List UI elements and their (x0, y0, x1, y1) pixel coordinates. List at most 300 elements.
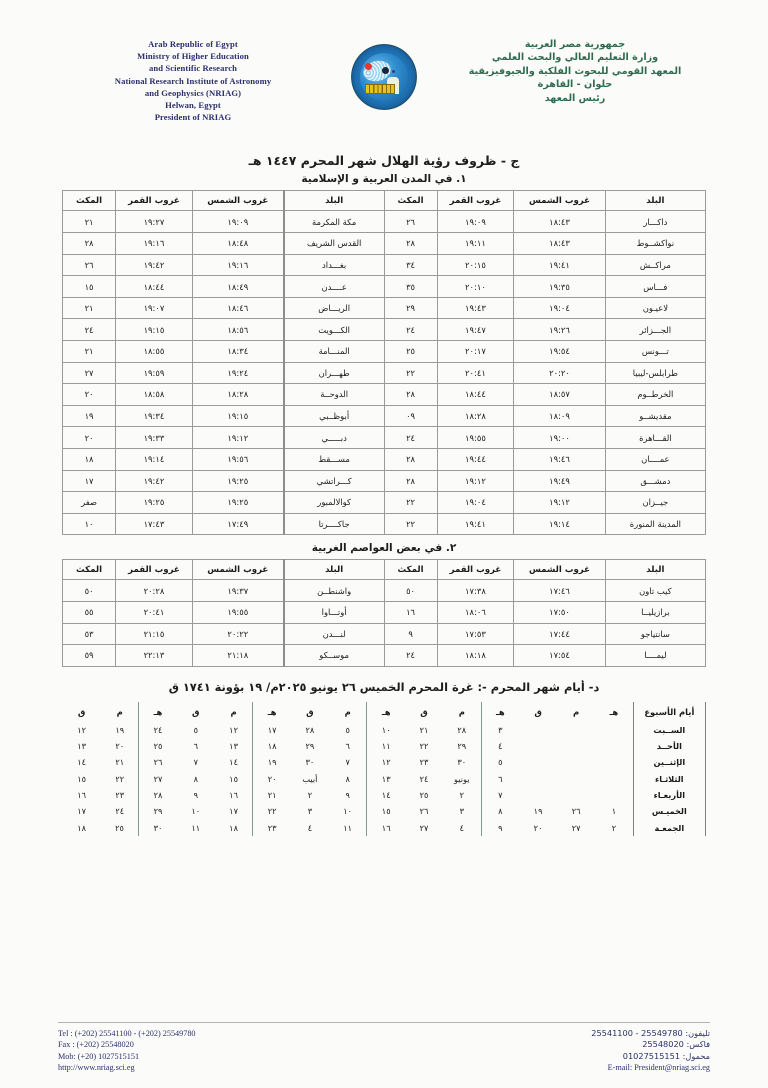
footer-fax-ar: فاكس: 25548020 (642, 1039, 710, 1050)
cell-sunset: ١٩:٠٠ (514, 427, 605, 449)
calendar-cell (595, 754, 633, 770)
calendar-cell: ٢٥ (115, 822, 124, 833)
table-row (63, 601, 706, 623)
cell-stay: ٢٢ (384, 362, 437, 384)
calendar-cell: ٦ (193, 741, 198, 752)
table-row (63, 211, 706, 233)
footer-tel-ar: تليفون: 25549780 - 25541100 (591, 1027, 710, 1038)
cell-stay: ٥٣ (63, 623, 116, 645)
nriag-logo-icon (351, 44, 417, 110)
calendar-cell: ٢٤ (419, 773, 429, 784)
header-en-line: National Research Institute of Astronomy (114, 75, 272, 86)
cell-city: مراكــش (605, 254, 705, 276)
calendar-cell: ١٥ (229, 773, 238, 784)
calendar-cell: ٨ (481, 803, 519, 819)
cell-city: الخرطــوم (605, 384, 705, 406)
cell-moonset: ١٧:٣٨ (437, 580, 514, 602)
cell-sunset: ١٩:٥٤ (514, 340, 605, 362)
calendar-cell: ٩ (345, 790, 350, 801)
calendar-cell: ٢٤ (139, 722, 177, 738)
cell-stay: ٠٩ (384, 405, 437, 427)
cell-moonset: ١٨:٤٤ (437, 384, 514, 406)
calendar-row (63, 803, 706, 819)
calendar-cell: ٢٩ (139, 803, 177, 819)
calendar-head (63, 702, 706, 722)
cell-city: أبوظــبي (284, 405, 384, 427)
calendar-cell: ١١ (191, 822, 201, 833)
cell-stay: ٢٩ (384, 297, 437, 319)
cell-moonset: ١٨:٥٨ (116, 384, 193, 406)
cell-moonset: ١٩:٥٩ (116, 362, 193, 384)
calendar-cell: ١٣ (77, 741, 86, 752)
cell-city: جاكــــرتا (284, 513, 384, 535)
calendar-wrapper (0, 702, 768, 836)
calendar-cell: ١٧ (77, 806, 86, 817)
calendar-weekday-label: الأربعـاء (633, 787, 705, 803)
calendar-cell: ٨ (345, 773, 350, 784)
calendar-cell: يونيو (454, 773, 470, 784)
cell-stay: صفر (63, 492, 116, 514)
cell-moonset: ١٩:٣٤ (116, 405, 193, 427)
header-arabic-block (440, 38, 710, 105)
calendar-cell: ٩ (481, 819, 519, 835)
calendar-weekday-label: الســبت (633, 722, 705, 738)
cell-moonset: ١٩:٠٤ (437, 492, 514, 514)
cell-sunset: ١٩:٢٥ (192, 470, 283, 492)
cell-stay: ٢٤ (63, 319, 116, 341)
cell-city: أوتـــاوا (284, 601, 384, 623)
cell-sunset: ١٩:٤٦ (514, 448, 605, 470)
calendar-cell (557, 787, 595, 803)
calendar-weekday-label: الثلاثـاء (633, 771, 705, 787)
section1-title: ١. في المدن العربية و الإسلامية (301, 173, 467, 186)
calendar-col-gregorian: م (573, 706, 580, 717)
calendar-col-gregorian: م (116, 706, 123, 717)
calendar-cell: ٢١ (253, 787, 291, 803)
table-row (63, 233, 706, 255)
cell-sunset: ١٩:١٢ (192, 427, 283, 449)
section2-title: ٢. في بعض العواصم الغربية (311, 542, 457, 555)
calendar-row (63, 787, 706, 803)
calendar-cell: ٢٦ (139, 754, 177, 770)
calendar-cell: ١٠ (191, 806, 201, 817)
calendar-cell: ٤ (481, 738, 519, 754)
calendar-cell: ٢٠ (253, 771, 291, 787)
cell-sunset: ١٩:٢٤ (192, 362, 283, 384)
cell-city: دمشـــق (605, 470, 705, 492)
cell-city: لاعيـون (605, 297, 705, 319)
document-footer (0, 1022, 768, 1074)
cell-city: كيب تاون (605, 580, 705, 602)
col-header-stay: المكث (384, 560, 437, 580)
col-header-city: البلد (605, 560, 705, 580)
col-header-city: البلد (284, 191, 384, 211)
calendar-cell (557, 738, 595, 754)
footer-tel: Tel : (+202) 25541100 - (+202) 25549780 (58, 1028, 196, 1038)
cell-stay: ٢٢ (384, 492, 437, 514)
cell-stay: ١٨ (63, 448, 116, 470)
calendar-cell: ٢٢ (115, 773, 125, 784)
calendar-header-row (63, 702, 706, 722)
table-row (63, 319, 706, 341)
cell-moonset: ٢٠:١٧ (437, 340, 514, 362)
calendar-cell: ١٢ (77, 724, 86, 735)
calendar-cell: ١٣ (229, 741, 238, 752)
cell-city: جيــزان (605, 492, 705, 514)
calendar-cell: ١٥ (77, 773, 86, 784)
cell-stay: ٢٨ (384, 384, 437, 406)
cell-sunset: ١٩:٣٥ (514, 276, 605, 298)
calendar-weekday-label: الخميـس (633, 803, 705, 819)
cell-city: الجـــزائر (605, 319, 705, 341)
calendar-col-coptic: ق (306, 706, 314, 717)
cell-stay: ٥٩ (63, 645, 116, 667)
calendar-cell: ١٥ (367, 803, 405, 819)
cell-moonset: ١٩:٥٥ (437, 427, 514, 449)
calendar-cell: ٢٣ (253, 819, 291, 835)
calendar-cell: ٧ (345, 757, 350, 768)
cell-city: فـــاس (605, 276, 705, 298)
cell-sunset: ١٨:٣٤ (192, 340, 283, 362)
cell-sunset: ١٨:٤٣ (514, 211, 605, 233)
cell-moonset: ١٩:٢٥ (116, 492, 193, 514)
calendar-cell: ٢٨ (139, 787, 177, 803)
cell-stay: ١٧ (63, 470, 116, 492)
cell-moonset: ١٨:٢٨ (437, 405, 514, 427)
calendar-cell: ١٦ (229, 790, 238, 801)
cell-sunset: ١٨:٤٩ (192, 276, 283, 298)
calendar-row (63, 738, 706, 754)
table-row (63, 427, 706, 449)
calendar-cell: ١١ (343, 822, 353, 833)
calendar-cell: أبيب (302, 773, 318, 784)
footer-fax: Fax : (+202) 25548020 (58, 1040, 134, 1050)
footer-mobile: Mob: (+20) 1027515151 (58, 1051, 140, 1061)
cell-sunset: ١٩:٤١ (514, 254, 605, 276)
cell-moonset: ١٩:١١ (437, 233, 514, 255)
calendar-cell: ٢١ (115, 757, 125, 768)
header-ar-line: حلوان - القاهرة (537, 79, 613, 91)
cell-stay: ٥٠ (63, 580, 116, 602)
cell-sunset: ١٩:٤٩ (514, 470, 605, 492)
calendar-cell: ١ (611, 806, 617, 817)
cell-moonset: ١٨:١٨ (437, 645, 514, 667)
wall-shape (365, 84, 395, 94)
calendar-cell: ٥ (481, 754, 519, 770)
cell-city: برازيليــا (605, 601, 705, 623)
calendar-weekday-label: الأحــد (633, 738, 705, 754)
table-row (63, 645, 706, 667)
calendar-cell (595, 771, 633, 787)
calendar-cell: ١١ (367, 738, 405, 754)
calendar-cell: ٢٧ (419, 822, 429, 833)
calendar-cell: ٢٠ (115, 741, 125, 752)
calendar-cell: ٦ (345, 741, 350, 752)
cell-sunset: ١٧:٥٠ (514, 601, 605, 623)
calendar-cell: ٧ (193, 757, 198, 768)
cell-stay: ٥٠ (384, 580, 437, 602)
cell-stay: ٢٢ (384, 513, 437, 535)
table2-body (63, 580, 706, 666)
calendar-cell (557, 754, 595, 770)
calendar-col-hijri: هـ (609, 706, 619, 717)
calendar-col-hijri: هـ (139, 702, 177, 722)
cell-city: طرابلس-ليبيا (605, 362, 705, 384)
table-header-row (63, 191, 706, 211)
table-row (63, 362, 706, 384)
calendar-cell: ١٩ (115, 724, 125, 735)
footer-email[interactable]: E-mail: President@nriag.sci.eg (607, 1063, 710, 1073)
calendar-cell: ٨ (193, 773, 198, 784)
page-title: ج - ظروف رؤية الهلال شهر المحرم ١٤٤٧ هـ (248, 153, 520, 169)
calendar-cell (519, 722, 557, 738)
cell-stay: ٢٥ (384, 340, 437, 362)
calendar-cell: ١٣ (367, 771, 405, 787)
calendar-cell (519, 754, 557, 770)
cell-moonset: ٢٠:١٠ (437, 276, 514, 298)
calendar-cell: ٢٩ (457, 741, 467, 752)
cell-stay: ٢٤ (384, 427, 437, 449)
cell-moonset: ١٩:٤٣ (437, 297, 514, 319)
cell-moonset: ١٩:٤٢ (116, 470, 193, 492)
cell-moonset: ١٩:٤٧ (437, 319, 514, 341)
footer-website[interactable]: http://www.nriag.sci.eg (58, 1063, 135, 1073)
table-row (63, 580, 706, 602)
cell-city: القـــاهرة (605, 427, 705, 449)
calendar-cell (519, 738, 557, 754)
calendar-cell (595, 787, 633, 803)
cell-city: كوالالمبور (284, 492, 384, 514)
cell-stay: ٢٨ (384, 448, 437, 470)
cell-stay: ٢٤ (384, 319, 437, 341)
cell-city: القدس الشريف (284, 233, 384, 255)
cell-city: مقديشــو (605, 405, 705, 427)
table1-wrapper (0, 190, 768, 535)
header-english-block (58, 38, 328, 123)
cell-city: واشنطــن (284, 580, 384, 602)
cell-sunset: ١٧:٤٦ (514, 580, 605, 602)
cell-moonset: ١٧:٤٣ (116, 513, 193, 535)
cell-city: ليمــــا (605, 645, 705, 667)
cell-stay: ٢١ (63, 211, 116, 233)
cell-sunset: ١٨:٠٩ (514, 405, 605, 427)
cell-sunset: ١٨:٤٣ (514, 233, 605, 255)
table-row (63, 405, 706, 427)
calendar-body (63, 722, 706, 836)
cell-city: المدينة المنورة (605, 513, 705, 535)
calendar-cell: ١٠ (343, 806, 353, 817)
col-header-city: البلد (284, 560, 384, 580)
calendar-cell: ٢٥ (139, 738, 177, 754)
calendar-cell: ٢ (611, 822, 617, 833)
calendar-cell: ٢٦ (419, 806, 429, 817)
calendar-cell: ٢٣ (115, 790, 125, 801)
cell-stay: ٢٠ (63, 384, 116, 406)
cell-sunset: ١٩:٥٥ (192, 601, 283, 623)
col-header-stay: المكث (63, 560, 116, 580)
calendar-cell: ١٤ (229, 757, 238, 768)
col-header-stay: المكث (63, 191, 116, 211)
calendar-col-gregorian: م (344, 706, 351, 717)
cell-stay: ٢١ (63, 297, 116, 319)
calendar-col-gregorian: م (230, 706, 237, 717)
calendar-cell: ٢٦ (571, 806, 581, 817)
crescent-visibility-table-arab-cities (62, 190, 706, 535)
calendar-row (63, 754, 706, 770)
cell-moonset: ٢٠:٤١ (437, 362, 514, 384)
calendar-cell: ٩ (193, 790, 198, 801)
cell-city: دبـــــي (284, 427, 384, 449)
cell-moonset: ١٨:٤٤ (116, 276, 193, 298)
calendar-cell: ٣ (459, 806, 464, 817)
cell-city: داكـــار (605, 211, 705, 233)
cell-stay: ١٩ (63, 405, 116, 427)
cell-sunset: ٢٠:٢٠ (514, 362, 605, 384)
calendar-cell: ٢٢ (419, 741, 429, 752)
cell-sunset: ١٩:١٤ (514, 513, 605, 535)
calendar-col-coptic: ق (77, 706, 86, 717)
footer-mobile-ar: محمول: 01027515151 (622, 1050, 710, 1061)
calendar-cell: ١٤ (77, 757, 86, 768)
black-dot-shape (382, 67, 389, 74)
cell-moonset: ٢١:١٥ (116, 623, 193, 645)
cell-sunset: ١٩:١٢ (514, 492, 605, 514)
cell-sunset: ١٩:٣٧ (192, 580, 283, 602)
table-row (63, 470, 706, 492)
calendar-cell (519, 771, 557, 787)
col-header-sunset: غروب الشمس (192, 560, 283, 580)
calendar-cell: ١٦ (77, 790, 86, 801)
calendar-col-coptic: ق (192, 706, 200, 717)
cell-stay: ٩ (384, 623, 437, 645)
table-row (63, 384, 706, 406)
cell-moonset: ٢٢:١٣ (116, 645, 193, 667)
calendar-cell: ١٨ (229, 822, 238, 833)
col-header-city: البلد (605, 191, 705, 211)
table-row (63, 492, 706, 514)
calendar-cell: ٢٥ (419, 790, 429, 801)
cell-sunset: ١٩:٠٩ (192, 211, 283, 233)
calendar-cell: ٢٣ (419, 757, 429, 768)
cell-stay: ٥٥ (63, 601, 116, 623)
col-header-sunset: غروب الشمس (192, 191, 283, 211)
cell-city: بغـــداد (284, 254, 384, 276)
table-row (63, 448, 706, 470)
cell-stay: ٢٨ (384, 470, 437, 492)
calendar-cell: ٣ (481, 722, 519, 738)
cell-moonset: ١٩:١٥ (116, 319, 193, 341)
cell-sunset: ١٧:٥٤ (514, 645, 605, 667)
table1-body (63, 211, 706, 535)
header-ar-line: وزارة التعليم العالي والبحث العلمي (491, 52, 659, 64)
cell-city: المنـــامة (284, 340, 384, 362)
cell-sunset: ٢٠:٢٢ (192, 623, 283, 645)
calendar-cell (557, 771, 595, 787)
cell-stay: ٢٤ (384, 645, 437, 667)
col-header-moonset: غروب القمر (437, 560, 514, 580)
cell-city: الكـــويت (284, 319, 384, 341)
cell-sunset: ١٧:٤٩ (192, 513, 283, 535)
table-header-row (63, 560, 706, 580)
header-ar-line: جمهورية مصر العربية (524, 39, 626, 50)
cell-sunset: ١٨:٤٦ (192, 297, 283, 319)
calendar-col-gregorian: م (458, 706, 465, 717)
calendar-cell: ١٦ (367, 819, 405, 835)
cell-city: الدوحــة (284, 384, 384, 406)
calendar-cell: ٢ (307, 790, 313, 801)
calendar-weekday-header: أيام الأسبوع (633, 702, 705, 722)
cell-city: كـــراتشي (284, 470, 384, 492)
calendar-cell: ٢٧ (571, 822, 581, 833)
calendar-cell (595, 722, 633, 738)
calendar-cell: ٢٨ (305, 724, 315, 735)
calendar-cell: ١٨ (77, 822, 86, 833)
footer-divider (58, 1022, 710, 1023)
cell-sunset: ١٩:٢٥ (192, 492, 283, 514)
cell-stay: ٢١ (63, 340, 116, 362)
calendar-cell: ٣ (307, 806, 313, 817)
cell-moonset: ١٨:٥٥ (116, 340, 193, 362)
crescent-visibility-table-western-capitals (62, 559, 706, 666)
table-row (63, 340, 706, 362)
calendar-cell: ٢٧ (139, 771, 177, 787)
header-en-line: and Geophysics (NRIAG) (144, 87, 242, 98)
calendar-row (63, 722, 706, 738)
calendar-col-hijri: هـ (253, 702, 291, 722)
cell-stay: ٣٤ (384, 254, 437, 276)
cell-sunset: ١٩:٢٦ (514, 319, 605, 341)
calendar-cell: ٣٠ (139, 819, 177, 835)
cell-city: مســـقط (284, 448, 384, 470)
cell-sunset: ١٨:٤٨ (192, 233, 283, 255)
calendar-cell: ٢٢ (253, 803, 291, 819)
calendar-cell: ٢ (459, 790, 464, 801)
calendar-col-hijri: هـ (367, 702, 405, 722)
calendar-cell: ١٧ (253, 722, 291, 738)
cell-stay: ١٥ (63, 276, 116, 298)
cell-sunset: ١٩:٥٦ (192, 448, 283, 470)
calendar-cell: ٦ (481, 771, 519, 787)
calendar-cell: ٤ (307, 822, 313, 833)
table-row (63, 297, 706, 319)
calendar-cell: ١٧ (229, 806, 238, 817)
calendar-col-hijri: هـ (481, 702, 519, 722)
calendar-cell: ٢٨ (457, 724, 467, 735)
calendar-cell (557, 722, 595, 738)
cell-stay: ٢٨ (63, 233, 116, 255)
table-row (63, 254, 706, 276)
cell-moonset: ١٩:٣٣ (116, 427, 193, 449)
cell-stay: ٢٦ (63, 254, 116, 276)
cell-stay: ٢٦ (384, 211, 437, 233)
red-dot-shape (365, 63, 372, 70)
table2-wrapper (0, 559, 768, 666)
header-en-line: Arab Republic of Egypt (148, 39, 238, 49)
small-dot-shape (392, 70, 395, 73)
calendar-cell: ١٠ (367, 722, 405, 738)
calendar-cell: ٣٠ (305, 757, 315, 768)
cell-moonset: ١٨:٠٦ (437, 601, 514, 623)
calendar-col-coptic: ق (534, 706, 542, 717)
calendar-row (63, 819, 706, 835)
cell-city: نواكشــوط (605, 233, 705, 255)
table-row (63, 623, 706, 645)
cell-city: الريـــاض (284, 297, 384, 319)
cell-moonset: ١٧:٥٣ (437, 623, 514, 645)
calendar-cell: ١٤ (367, 787, 405, 803)
calendar-cell: ٥ (193, 724, 198, 735)
cell-moonset: ١٩:٠٩ (437, 211, 514, 233)
